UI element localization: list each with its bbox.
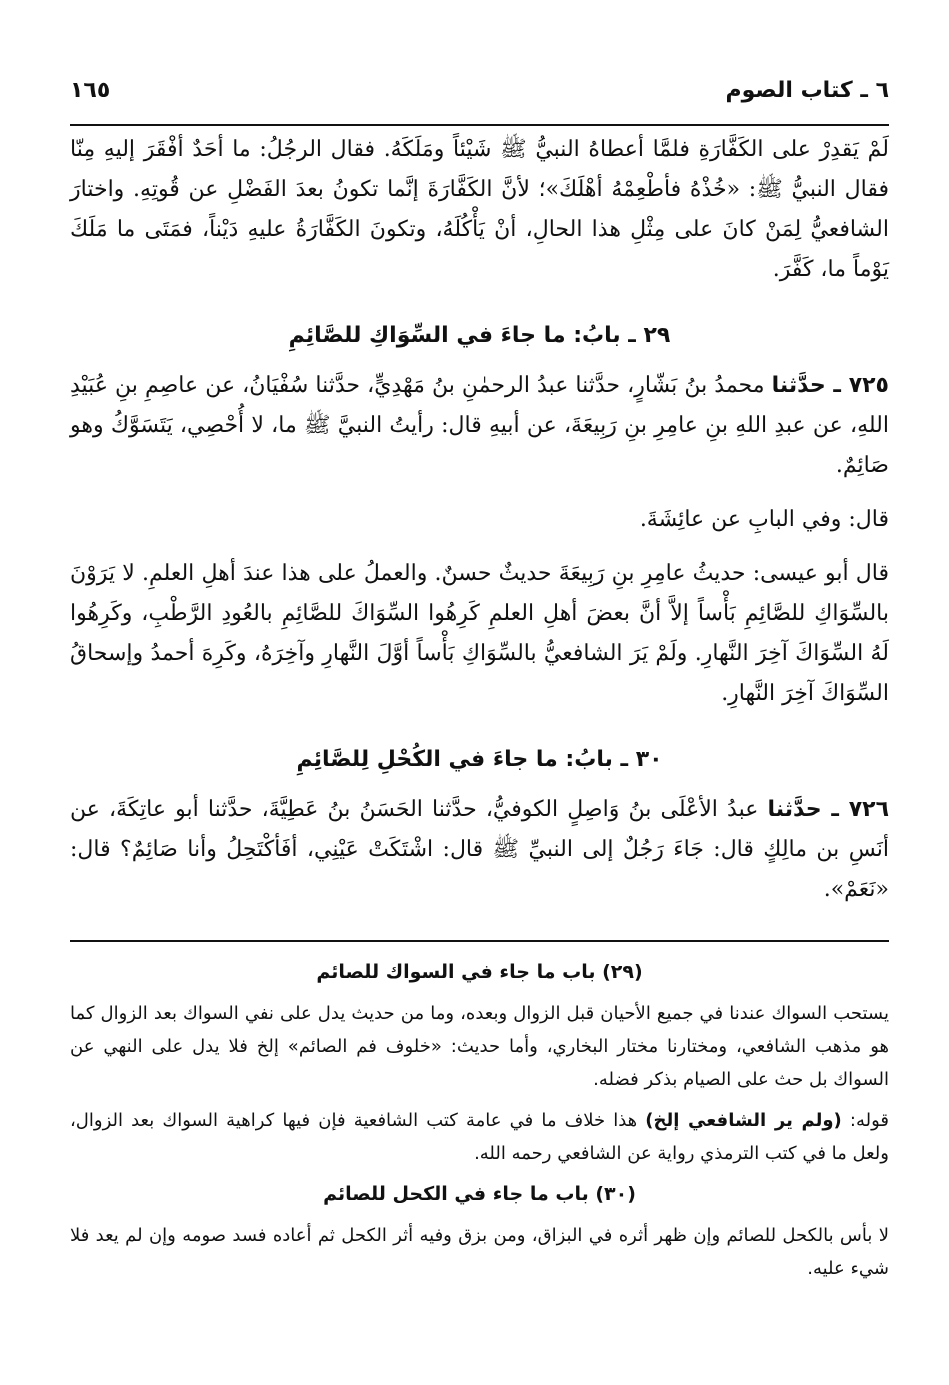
commentary-29-para-2 (70, 1104, 889, 1170)
commentary-section (70, 948, 889, 1293)
abu-isa-725: قال أبو عيسى: حديثُ عامِرِ بنِ رَبِيعَةَ حديثٌ حسنٌ. والعملُ على هذا عندَ أهلِ العلمِ. لا يَرَوْنَ بالسِّوَاكِ للصَّائِمِ بَأْساً إلاَّ أنَّ بعضَ أهلِ العلمِ كَرِهُوا السِّوَاكَ للصَّائِمِ بالعُودِ الرَّطْبِ، وكَرِهُوا لَهُ السِّوَاكَ آخِرَ النَّهارِ. ولَمْ يَرَ الشافعيُّ بالسِّوَاكِ بَأْساً أوَّلَ النَّهارِ وآخِرَهُ، وكَرِهَ أحمدُ وإسحاقُ السِّوَاكَ آخِرَ النَّهارِ. (70, 561, 889, 706)
header-divider (70, 124, 889, 126)
hadith-726-number: ٧٢٦ ـ حدَّثنا (767, 797, 890, 822)
commentary-29-rest: هذا خلاف ما في عامة كتب الشافعية فإن فيها كراهية السواك بعد الزوال، ولعل ما في كتب الترمذي رواية عن الشافعي رحمه الله. (70, 1110, 889, 1164)
chapter-heading: ٦ ـ كتاب الصوم (725, 77, 889, 103)
commentary-30-title: (٣٠) باب ما جاء في الكحل للصائم (323, 1183, 636, 1205)
commentary-29-quote: (ولم ير الشافعي إلخ) (645, 1110, 842, 1131)
footnote-divider (70, 940, 889, 942)
hadith-725 (70, 366, 889, 486)
chapter-29-title: ٢٩ ـ بابُ: ما جاءَ في السِّوَاكِ للصَّائِمِ (288, 323, 671, 348)
commentary-29-para-1: يستحب السواك عندنا في جميع الأحيان قبل الزوال وبعده، وما من حديث يدل على نفي السواك بعد الزوال كما هو مذهب الشافعي، ومختارنا مختار البخاري، وأما حديث: «خلوف فم الصائم» إلخ فلا يدل على النهي عن السواك بل حث على الصيام بذكر فضله. (70, 1003, 889, 1090)
chapter-30-title: ٣٠ ـ بابُ: ما جاءَ في الكُحْلِ لِلصَّائِمِ (296, 747, 663, 772)
opening-paragraph: لَمْ يَقدِرْ على الكَفَّارَةِ فلمَّا أعطاهُ النبيُّ ﷺ شَيْئاً ومَلَكَهُ. فقال الرجُلُ: ما أحَدٌ أفْقَرَ إليهِ مِنّا فقال النبيُّ ﷺ: «خُذْهُ فأطْعِمْهُ أهْلَكَ»؛ لأنَّ الكَفَّارَةَ إنَّما تكونُ بعدَ الفَضْلِ عن قُوتِهِ. واختارَ الشافعيُّ لِمَنْ كانَ على مِثْلِ هذا الحالِ، أنْ يَأْكُلَهُ، وتكونَ الكَفَّارَةُ عليهِ دَيْناً، فمَتَى ما مَلَكَ يَوْماً ما، كَفَّرَ. (70, 137, 889, 282)
hadith-725-note: قال: وفي البابِ عن عائِشَةَ. (639, 507, 889, 532)
commentary-30-para: لا بأس بالكحل للصائم وإن ظهر أثره في البزاق، ومن بزق وفيه أثر الكحل ثم أعاده فسد صومه وإن لم يعد فلا شيء عليه. (70, 1225, 889, 1279)
running-head (70, 70, 889, 110)
commentary-29-prefix: قوله: (841, 1110, 889, 1131)
page-number: ١٦٥ (70, 77, 111, 103)
commentary-29-title: (٢٩) باب ما جاء في السواك للصائم (316, 961, 643, 983)
hadith-726 (70, 790, 889, 910)
main-text (70, 130, 889, 910)
hadith-726-text: عبدُ الأعْلَى بنُ وَاصِلٍ الكوفيُّ، حدَّثنا الحَسَنُ بنُ عَطِيَّةَ، حدَّثنا أبو عاتِكَةَ، عن أنَسِ بن مالِكٍ قال: جَاءَ رَجُلٌ إلى النبيِّ ﷺ قال: اشْتَكَتْ عَيْنِي، أفَأكْتَحِلُ وأنا صَائِمٌ؟ قال: «نَعَمْ». (70, 797, 889, 902)
hadith-725-text: محمدُ بنُ بَشّارٍ، حدَّثنا عبدُ الرحمٰنِ بنُ مَهْدِيٍّ، حدَّثنا سُفْيَانُ، عن عاصِمِ بنِ عُبَيْدِ اللهِ، عن عبدِ اللهِ بنِ عامِرِ بنِ رَبِيعَةَ، عن أبيهِ قال: رأيتُ النبيَّ ﷺ ما، لا أُحْصِي، يَتَسَوَّكُ وهو صَائِمٌ. (70, 373, 889, 478)
hadith-725-number: ٧٢٥ ـ حدَّثنا (771, 373, 889, 398)
